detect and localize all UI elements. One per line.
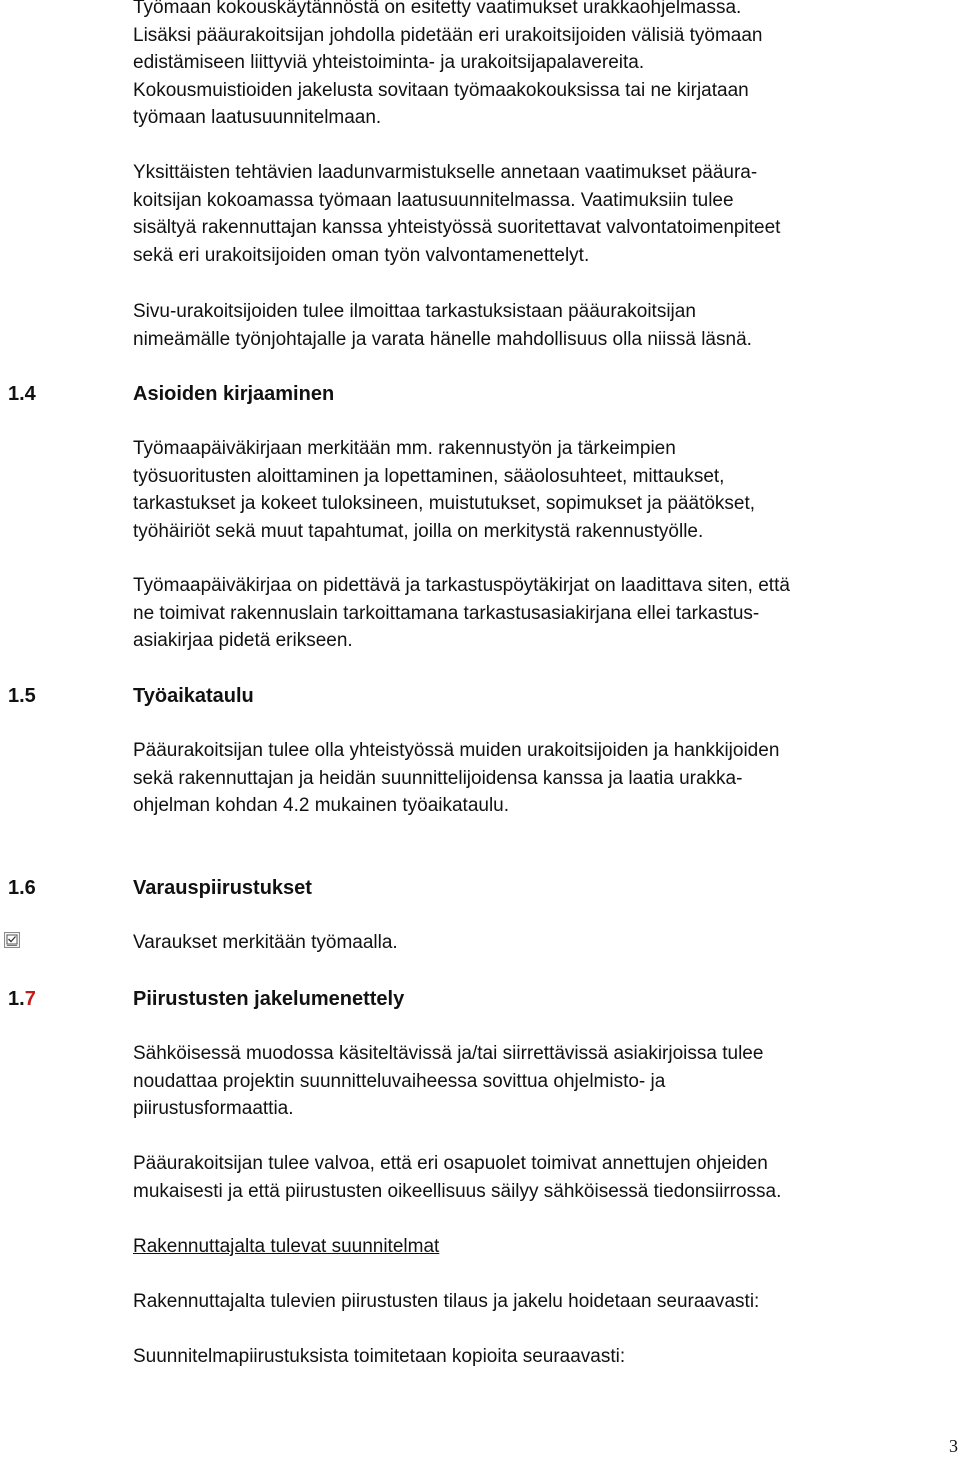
note-icon[interactable] bbox=[4, 932, 20, 948]
paragraph-inspection-records: Työmaapäiväkirjaa on pidettävä ja tarkastuspöytäkirjat on laadittava siten, että ne toimivat rakennuslain tarkoittamana tarkastusasiakirjana ellei tarkastus- asiakirjaa pidetä erikseen. bbox=[133, 575, 790, 651]
paragraph-drawing-distribution: Rakennuttajalta tulevien piirustusten tilaus ja jakelu hoidetaan seuraavasti: bbox=[133, 1291, 760, 1312]
section-title: Asioiden kirjaaminen bbox=[133, 383, 335, 405]
section-heading-1-6 bbox=[8, 874, 312, 902]
paragraph-main-contractor-supervision: Pääurakoitsijan tulee valvoa, että eri osapuolet toimivat annettujen ohjeiden mukaisesti ja että piirustusten oikeellisuus säilyy sähköisessä tiedonsiirrossa. bbox=[133, 1153, 782, 1202]
paragraph-site-diary: Työmaapäiväkirjaan merkitään mm. rakennustyön ja tärkeimpien työsuoritusten aloittaminen ja lopettaminen, sääolosuhteet, mittaukset, tarkastukset ja kokeet tuloksineen, muistutukset, sopimukset ja päätökset, työhäiriöt sekä muut tapahtumat, joilla on merkitystä rakennustyölle. bbox=[133, 438, 756, 542]
paragraph-inspections: Sivu-urakoitsijoiden tulee ilmoittaa tarkastuksistaan pääurakoitsijan nimeämälle työnjohtajalle ja varata hänelle mahdollisuus olla niissä läsnä. bbox=[133, 301, 752, 350]
section-title: Varauspiirustukset bbox=[133, 877, 312, 899]
section-number: 1.6 bbox=[8, 877, 36, 899]
section-heading-1-7 bbox=[8, 985, 404, 1013]
page-number: 3 bbox=[949, 1436, 958, 1456]
paragraph-copies: Suunnitelmapiirustuksista toimitetaan kopioita seuraavasti: bbox=[133, 1346, 626, 1367]
paragraph-schedule: Pääurakoitsijan tulee olla yhteistyössä muiden urakoitsijoiden ja hankkijoiden sekä rakennuttajan ja heidän suunnittelijoidensa kanssa ja laatia urakka- ohjelman kohdan 4.2 mukainen työaikataulu. bbox=[133, 740, 780, 816]
section-number bbox=[8, 985, 133, 1013]
section-title: Työaikataulu bbox=[133, 685, 254, 707]
section-number: 1.5 bbox=[8, 685, 36, 707]
paragraph-electronic-formats: Sähköisessä muodossa käsiteltävissä ja/tai siirrettävissä asiakirjoissa tulee noudattaa projektin suunnitteluvaiheessa sovittua ohjelmisto- ja piirustusformaattia. bbox=[133, 1043, 764, 1119]
section-number-prefix: 1. bbox=[8, 988, 25, 1010]
section-number-red-digit: 7 bbox=[24, 988, 36, 1010]
section-title: Piirustusten jakelumenettely bbox=[133, 988, 405, 1010]
paragraph-meetings: Työmaan kokouskäytännöstä on esitetty vaatimukset urakkaohjelmassa. Lisäksi pääurakoitsijan johdolla pidetään eri urakoitsijoiden välisiä työmaan edistämiseen liittyviä yhteistoiminta- ja urakoitsijapalavereita. Kokousmuistioiden jakelusta sovitaan työmaakokouksissa tai ne kirjataan työmaan laatusuunnitelmaan. bbox=[133, 0, 763, 128]
subheading-client-plans: Rakennuttajalta tulevat suunnitelmat bbox=[133, 1236, 440, 1257]
section-number: 1.4 bbox=[8, 383, 36, 405]
section-heading-1-5 bbox=[8, 682, 254, 710]
paragraph-quality-requirements: Yksittäisten tehtävien laadunvarmistukselle annetaan vaatimukset pääura- koitsijan kokoamassa työmaan laatusuunnitelmassa. Vaatimuksiin tulee sisältyä rakennuttajan kanssa yhteistyössä suoritettavat valvontatoimenpiteet sekä eri urakoitsijoiden oman työn valvontamenettelyt. bbox=[133, 162, 781, 266]
section-heading-1-4 bbox=[8, 380, 334, 408]
paragraph-reservations: Varaukset merkitään työmaalla. bbox=[133, 932, 398, 953]
